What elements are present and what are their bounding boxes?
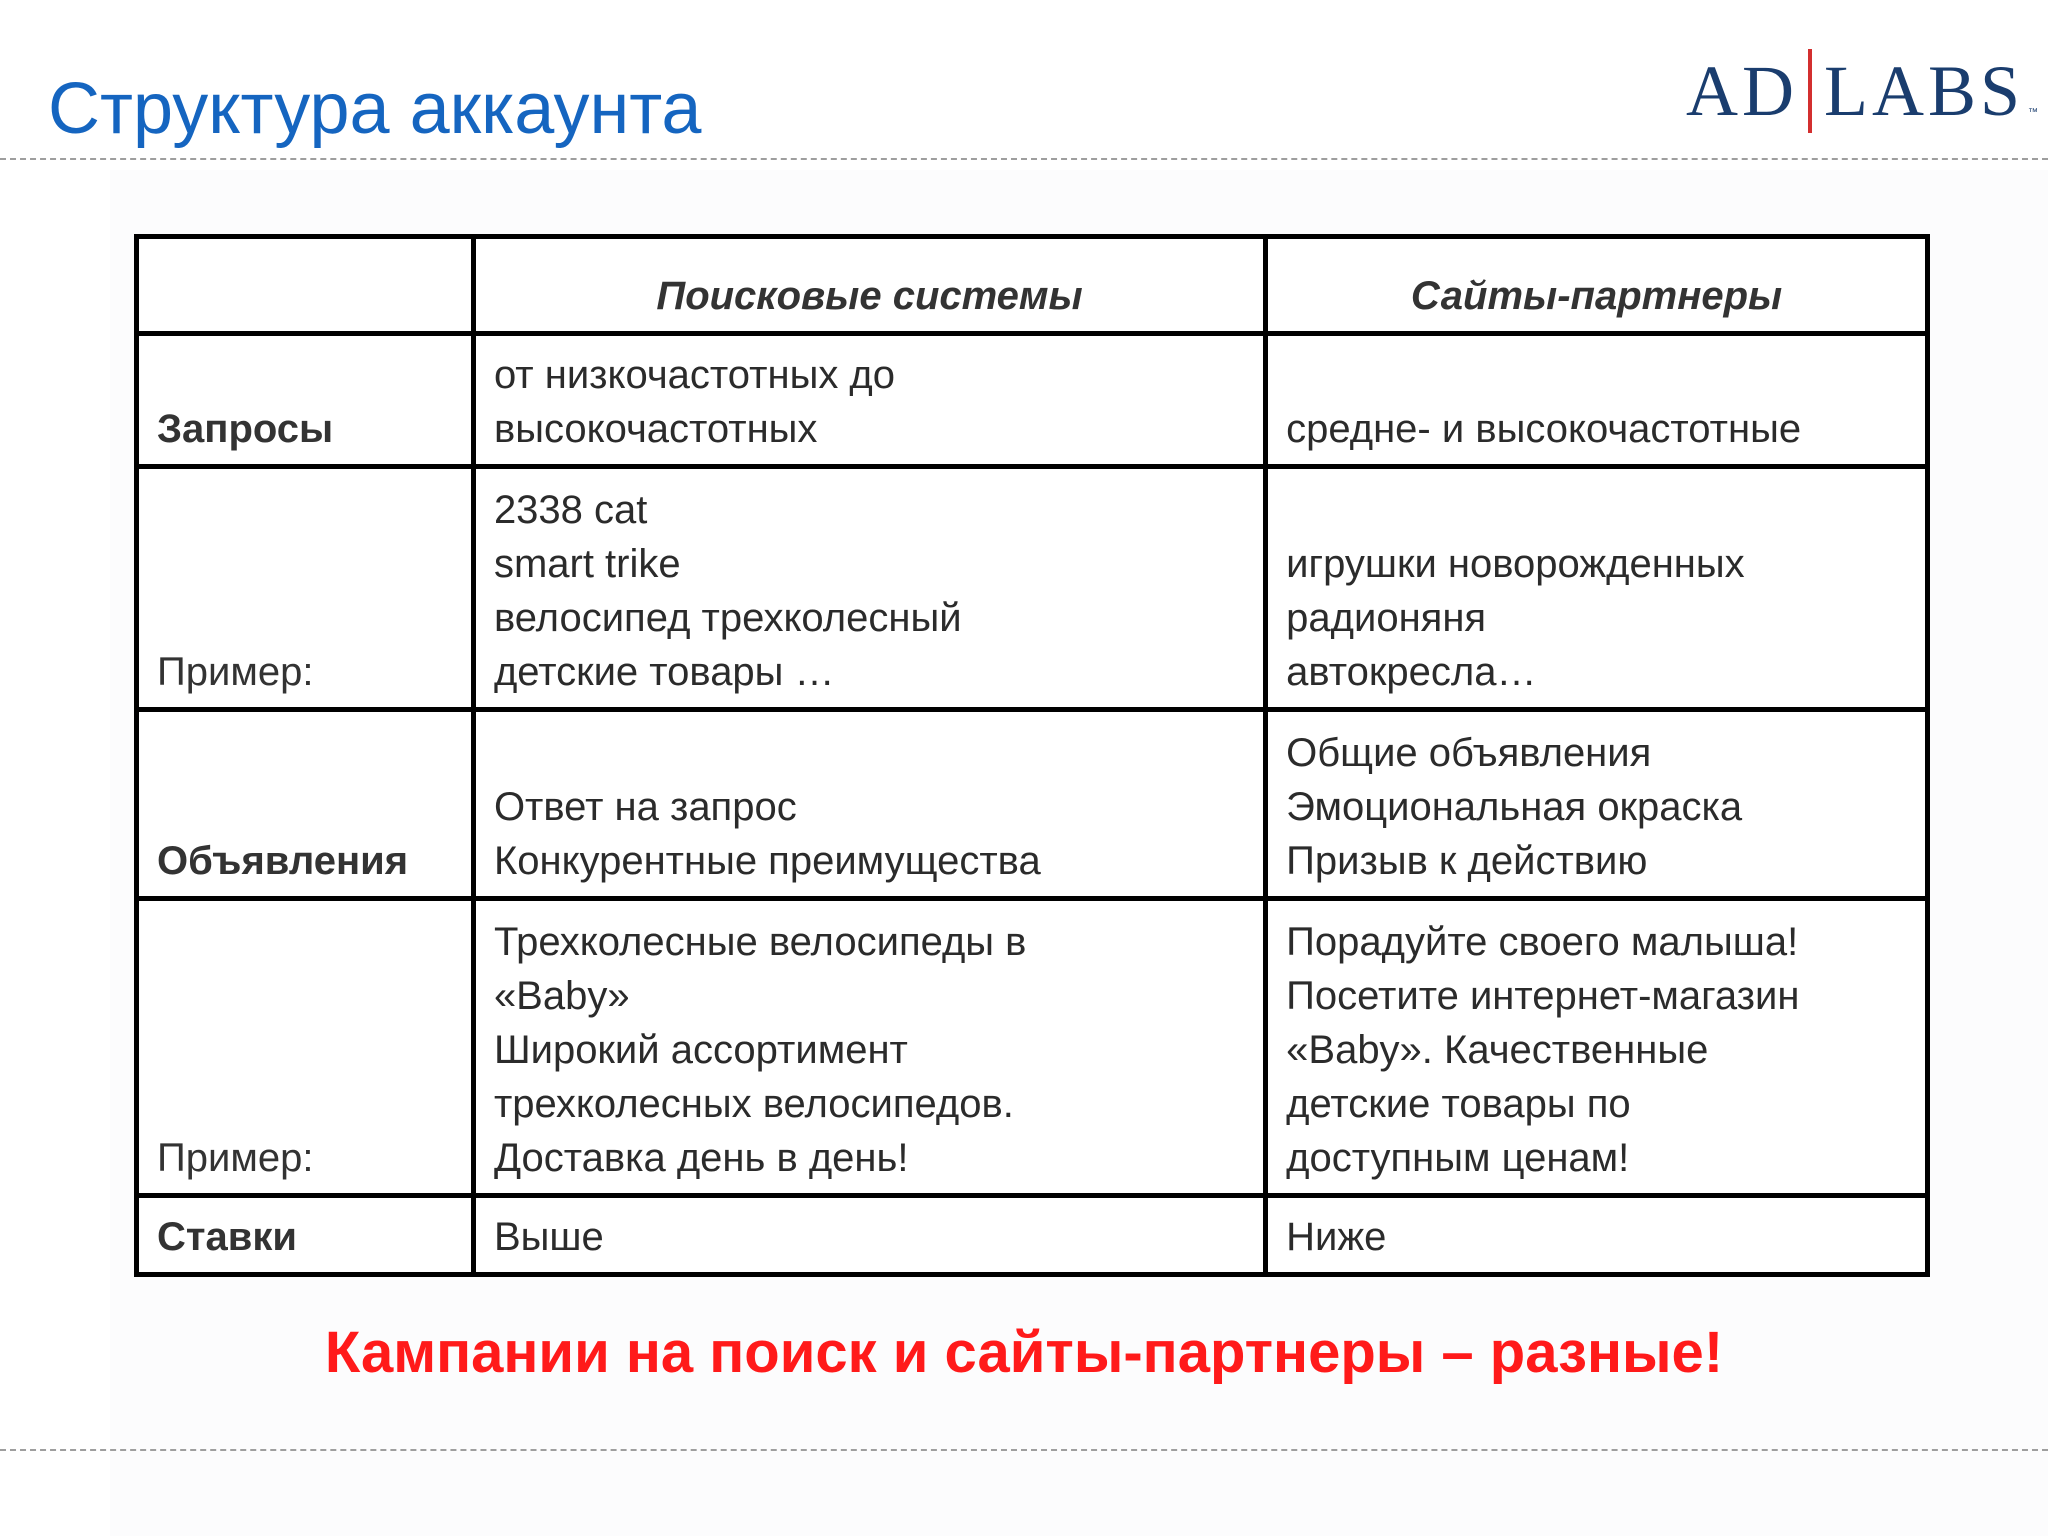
cell-ads-partner (1266, 710, 1928, 899)
cell-queries-search (473, 334, 1265, 467)
row-label-example: Пример: (137, 899, 474, 1196)
cell-line: высокочастотных (493, 407, 818, 451)
header-cell-partner-sites: Сайты-партнеры (1266, 237, 1928, 334)
page-title: Структура аккаунта (48, 69, 702, 149)
cell-line: велосипед трехколесный (493, 596, 962, 640)
cell-line: «Baby» (493, 974, 630, 1018)
table-row-ad-example (137, 899, 1928, 1196)
cell-query-example-search (473, 467, 1265, 710)
cell-line: Выше (493, 1215, 604, 1259)
table-row-bids (137, 1196, 1928, 1275)
cell-ads-search (473, 710, 1265, 899)
cell-line: детские товары по (1286, 1082, 1631, 1126)
cell-query-example-partner (1266, 467, 1928, 710)
cell-line: Общие объявления (1286, 731, 1652, 775)
logo-divider (1808, 49, 1812, 133)
cell-ad-example-search (473, 899, 1265, 1196)
header-cell-search-engines: Поисковые системы (473, 237, 1265, 334)
cell-bids-search (473, 1196, 1265, 1275)
logo-left-text: AD (1686, 50, 1798, 131)
cell-line: Широкий ассортимент (493, 1028, 908, 1072)
cell-line: Порадуйте своего малыша! (1286, 920, 1799, 964)
cell-line: Посетите интернет-магазин (1286, 974, 1800, 1018)
logo-right-text: LABS (1824, 50, 2025, 131)
table-row-queries (137, 334, 1928, 467)
cell-line: игрушки новорожденных (1286, 542, 1745, 586)
header-divider (0, 158, 2048, 160)
row-label-ads: Объявления (137, 710, 474, 899)
cell-line: smart trike (493, 542, 681, 586)
cell-bids-partner (1266, 1196, 1928, 1275)
cell-line: Призыв к действию (1286, 839, 1648, 883)
cell-line: Ниже (1286, 1215, 1387, 1259)
table-header-row (137, 237, 1928, 334)
cell-line: Доставка день в день! (493, 1136, 909, 1180)
row-label-bids: Ставки (137, 1196, 474, 1275)
cell-line: Ответ на запрос (493, 785, 797, 829)
cell-ad-example-partner (1266, 899, 1928, 1196)
cell-line: Конкурентные преимущества (493, 839, 1041, 883)
cell-line: средне- и высокочастотные (1286, 407, 1802, 451)
cell-line: 2338 cat (493, 488, 648, 532)
cell-line: доступным ценам! (1286, 1136, 1630, 1180)
cell-line: трехколесных велосипедов. (493, 1082, 1014, 1126)
table-row-query-example (137, 467, 1928, 710)
cell-line: Эмоциональная окраска (1286, 785, 1743, 829)
adlabs-logo (1686, 46, 2038, 136)
cell-line: автокресла… (1286, 650, 1537, 694)
logo-trademark: ™ (2028, 107, 2039, 118)
conclusion-text: Кампании на поиск и сайты-партнеры – разные! (324, 1320, 1724, 1385)
cell-line: «Baby». Качественные (1286, 1028, 1709, 1072)
cell-line: радионяня (1286, 596, 1487, 640)
table-row-ads (137, 710, 1928, 899)
footer-divider (0, 1449, 2048, 1451)
row-label-example: Пример: (137, 467, 474, 710)
header-cell-empty (137, 237, 474, 334)
row-label-queries: Запросы (137, 334, 474, 467)
comparison-table (134, 234, 1930, 1277)
cell-line: от низкочастотных до (493, 353, 896, 397)
cell-line: детские товары … (493, 650, 835, 694)
cell-queries-partner (1266, 334, 1928, 467)
cell-line: Трехколесные велосипеды в (493, 920, 1027, 964)
